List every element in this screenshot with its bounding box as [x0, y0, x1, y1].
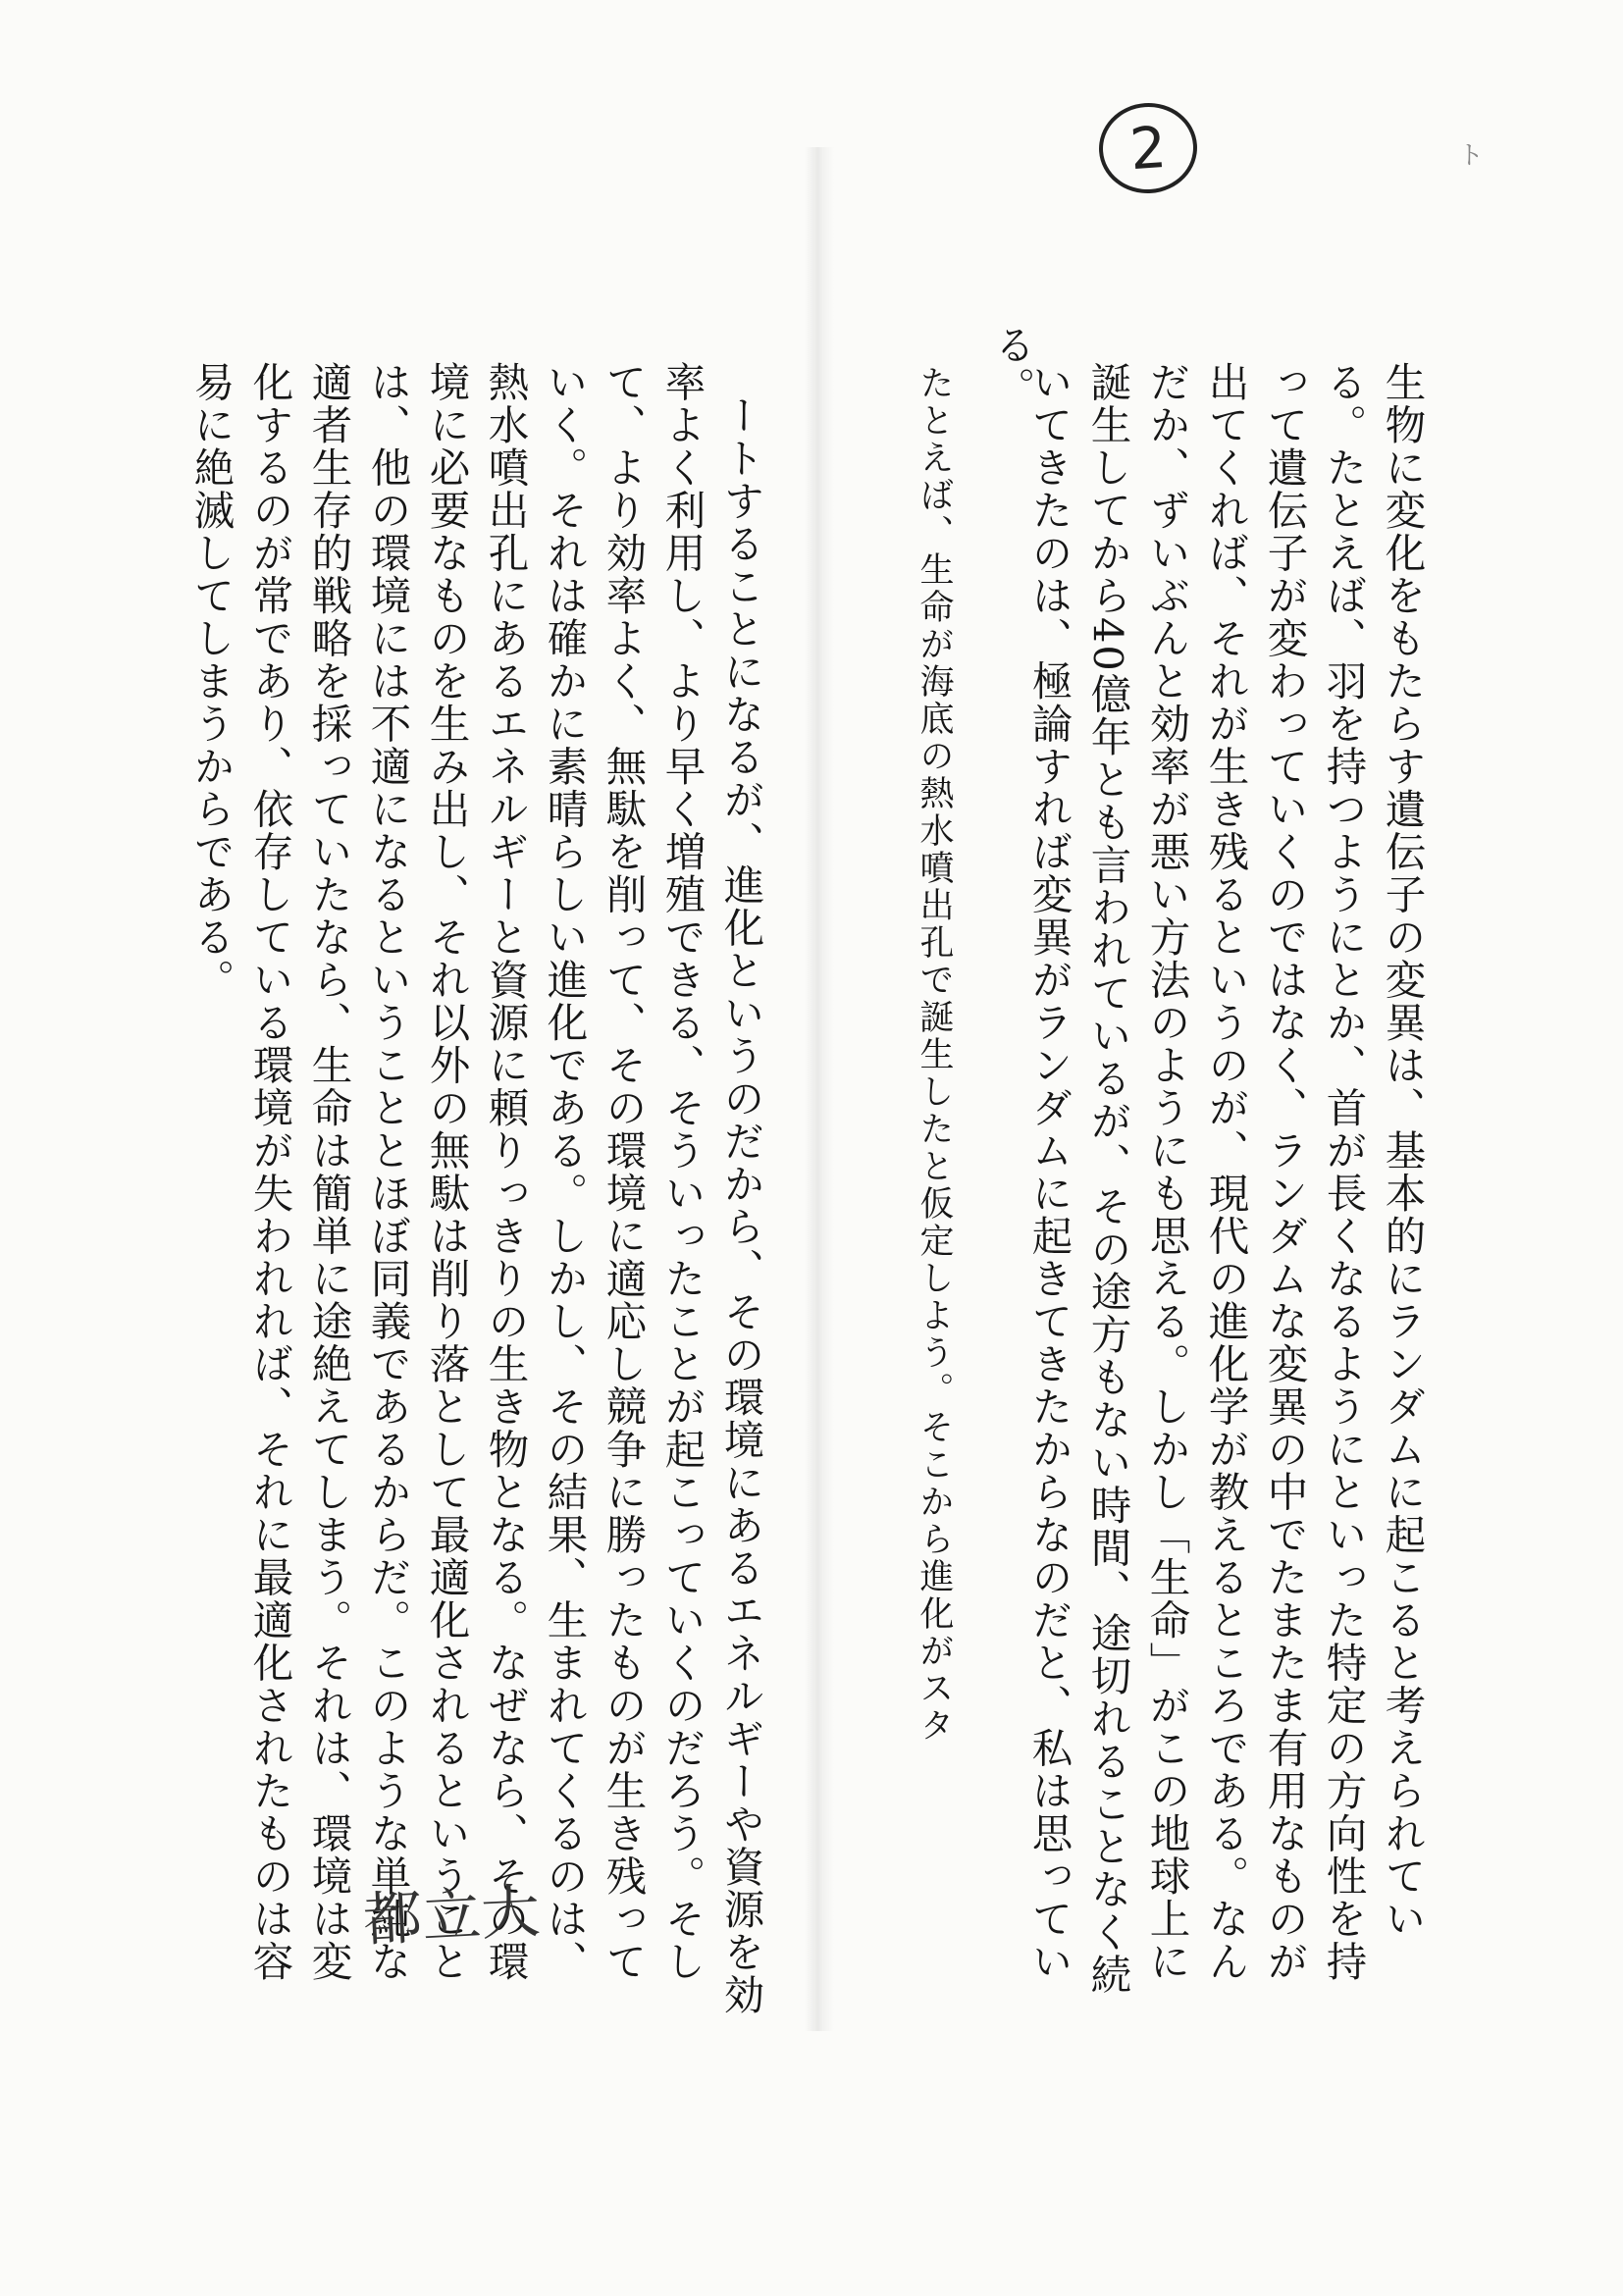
right-page-line-5: だか、ずいぶんと効率が悪い方法のようにも思える。しかし「生命」がこの地球上に: [1142, 361, 1191, 1983]
left-page-line-10: 易に絶滅してしまうからである。: [186, 361, 236, 1002]
left-page-line-9: 化するのが常であり、依存している環境が失われれば、それに最適化されたものは容: [245, 361, 294, 1983]
left-page-line-8: 適者生存的戦略を採っていたなら、生命は簡単に途絶えてしまう。それは、環境は変: [304, 361, 353, 1983]
left-page-line-7: は、他の環境には不適になるということとほぼ同義であるからだ。このような単純な: [363, 361, 412, 1983]
right-page-line-6: 誕生してから40億年とも言われているが、その途方もない時間、途切れることなく続: [1083, 361, 1132, 1997]
note-line: たとえば、生命が海底の熱水噴出孔で誕生したと仮定しよう。そこから進化がスタ: [915, 365, 954, 1745]
left-page-line-2: 率よく利用し、より早く増殖できる、そういったことが起こっていくのだろう。そし: [657, 361, 707, 1983]
right-page-line-2: る。たとえば、羽を持つようにとか、首が長くなるようにといった特定の方向性を持: [1319, 361, 1368, 1983]
left-page-line-1: ートすることになるが、進化というのだから、その環境にあるエネルギーや資源を効: [716, 394, 765, 2016]
handwritten-note: 都立大: [361, 1877, 542, 1956]
margin-mark: ト: [1458, 141, 1485, 171]
page-number: 2: [1127, 113, 1169, 183]
left-page-line-3: て、より効率よく、無駄を削って、その環境に適応し競争に勝ったものが生き残って: [599, 361, 648, 1983]
right-page-line-1: 生物に変化をもたらす遺伝子の変異は、基本的にランダムに起こると考えられてい: [1378, 361, 1427, 1941]
page-number-circle: [1096, 100, 1200, 197]
right-page-line-4: 出てくれば、それが生き残るというのが、現代の進化学が教えるところである。なん: [1201, 361, 1250, 1983]
left-page-line-4: いく。それは確かに素晴らしい進化である。しかし、その結果、生まれてくるのは、: [540, 361, 589, 1983]
right-page-line-7: いてきたのは、極論すれば変異がランダムに起きてきたからなのだと、私は思ってい: [1024, 361, 1073, 1983]
left-page-line-5: 熱水噴出孔にあるエネルギーと資源に頼りっきりの生き物となる。なぜなら、その環: [481, 361, 530, 1983]
right-page-line-3: って遺伝子が変わっていくのではなく、ランダムな変異の中でたまたま有用なものが: [1260, 361, 1309, 1983]
right-page-line-8: る。: [987, 324, 1036, 409]
left-page-line-6: 境に必要なものを生み出し、それ以外の無駄は削り落として最適化されるということ: [422, 361, 471, 1983]
page-gutter: [805, 147, 834, 2031]
